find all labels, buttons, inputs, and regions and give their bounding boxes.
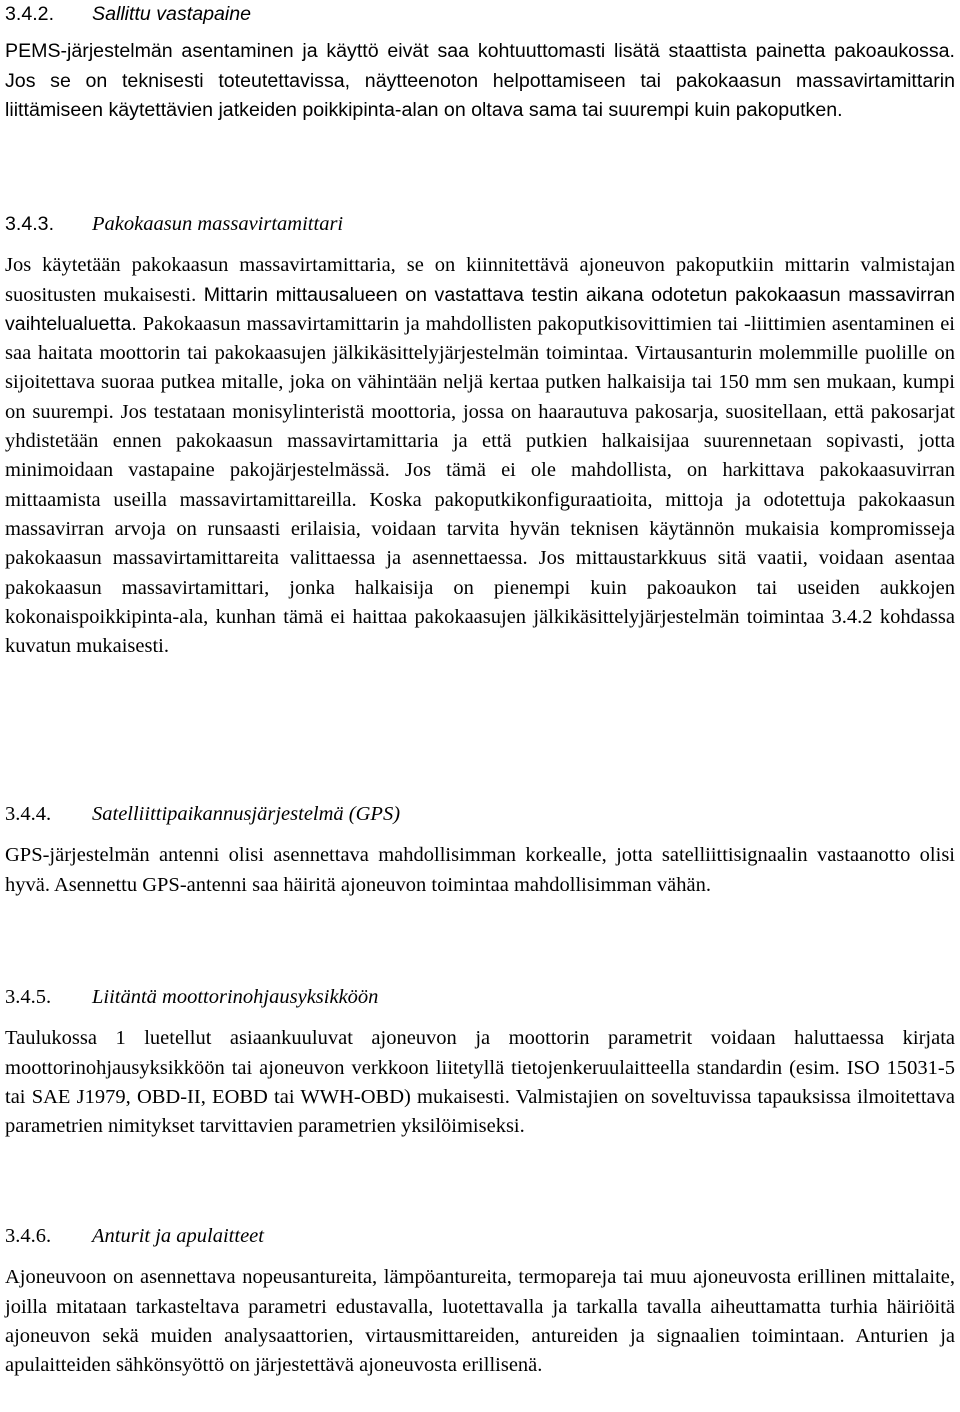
section-heading [5,0,955,29]
section-3-4-4 [5,800,955,900]
section-paragraph [5,251,955,661]
paragraph-text: Mittarin mittausalueen on vastattava testin aikana odotetun pakokaasun massavirran vaihtelualuetta. [5,283,955,335]
paragraph-text: PEMS-järjestelmän asentaminen ja käyttö eivät saa kohtuuttomasti lisätä staattista painetta pakoaukossa. Jos se on teknisesti toteutettavissa, näytteenoton helpottamiseen tai pakokaasun massavirtamittarin liittämiseen käytettävien jatkeiden poikkipinta-alan on oltava sama tai suurempi kuin pakoputken. [5,40,955,121]
paragraph-text: Pakokaasun massavirtamittarin ja mahdollisten pakoputkisovittimien tai -liittimien asentaminen ei saa haitata moottorin tai pakokaasujen jälkikäsittelyjärjestelmän toimintaa. Virtausanturin molemmille puolille on sijoitettava suoraa putkea mitalle, joka on vähintään neljä kertaa putken halkaisija tai 150 mm sen mukaan, kumpi on suurempi. Jos testataan monisylinteristä moottoria, jossa on haarautuva pakosarja, suositellaan, että pakosarjat yhdistetään ennen pakokaasun massavirtamittaria ja että putkien halkaisijaa suurennetaan sopivasti, jotta minimoidaan vastapaine pakojärjestelmässä. Jos tämä ei ole mahdollista, on harkittava pakokaasuvirran mittaamista useilla massavirtamittareilla. Koska pakoputkikonfiguraatioita, mittoja ja odotettuja pakokaasun massavirran arvoja on runsaasti erilaisia, voidaan tarvita hyvän teknisen käytännön mukaisia kompromisseja pakokaasun massavirtamittareita valittaessa ja asennettaessa. Jos mittaustarkkuus sitä vaatii, voidaan asentaa pakokaasun massavirtamittari, jonka halkaisija on pienempi kuin pakoaukon tai useiden aukkojen kokonaispoikkipinta-ala, kunhan tämä ei haittaa pakokaasujen jälkikäsittelyjärjestelmän toimintaa 3.4.2 kohdassa kuvatun mukaisesti. [5,312,955,658]
section-number: 3.4.3. [5,213,55,235]
section-heading [5,983,955,1012]
section-paragraph [5,841,955,900]
section-paragraph [5,1263,955,1380]
section-number: 3.4.4. [5,803,52,825]
section-paragraph [5,1024,955,1141]
section-number: 3.4.5. [5,986,52,1008]
section-3-4-3 [5,210,955,661]
section-3-4-5 [5,983,955,1141]
section-heading [5,210,955,239]
section-title: Liitäntä moottorinohjausyksikköön [92,986,379,1008]
section-3-4-6 [5,1222,955,1380]
section-title: Sallittu vastapaine [92,3,252,25]
paragraph-text: Ajoneuvoon on asennettava nopeusantureita, lämpöantureita, termopareja tai muu ajoneuvosta erillinen mittalaite, joilla mitataan tarkasteltava parametri edustavalla, luotettavalla ja tarkalla tavalla aiheuttamatta turhia häiriöitä ajoneuvon sekä muiden analysaattorien, virtausmittareiden, antureiden ja signaalien toimintaan. Anturien ja apulaitteiden sähkönsyöttö on järjestettävä ajoneuvosta erillisenä. [5,1266,955,1377]
section-number: 3.4.6. [5,1225,52,1247]
section-3-4-2 [5,0,955,125]
section-heading [5,800,955,829]
section-heading [5,1222,955,1251]
section-title: Anturit ja apulaitteet [92,1225,264,1247]
section-paragraph [5,37,955,125]
paragraph-text: Taulukossa 1 luetellut asiaankuuluvat ajoneuvon ja moottorin parametrit voidaan haluttaessa kirjata moottorinohjausyksikköön tai ajoneuvon verkkoon liitetyllä tietojenkeruulaitteella standardin (esim. ISO 15031-5 tai SAE J1979, OBD-II, EOBD tai WWH-OBD) mukaisesti. Valmistajien on soveltuvissa tapauksissa ilmoitettava parametrien nimitykset tarvittavien parametrien yksilöimiseksi. [5,1027,955,1138]
paragraph-text: GPS-järjestelmän antenni olisi asennettava mahdollisimman korkealle, jotta satelliittisignaalin vastaanotto olisi hyvä. Asennettu GPS-antenni saa häiritä ajoneuvon toimintaa mahdollisimman vähän. [5,844,955,896]
paragraph-text: Jos käytetään pakokaasun massavirtamittaria, se on kiinnitettävä ajoneuvon pakoputkiin mittarin valmistajan suositusten mukaisesti. [5,254,955,306]
section-title: Satelliittipaikannusjärjestelmä (GPS) [92,803,401,825]
section-title: Pakokaasun massavirtamittari [92,213,344,235]
section-number: 3.4.2. [5,3,55,25]
